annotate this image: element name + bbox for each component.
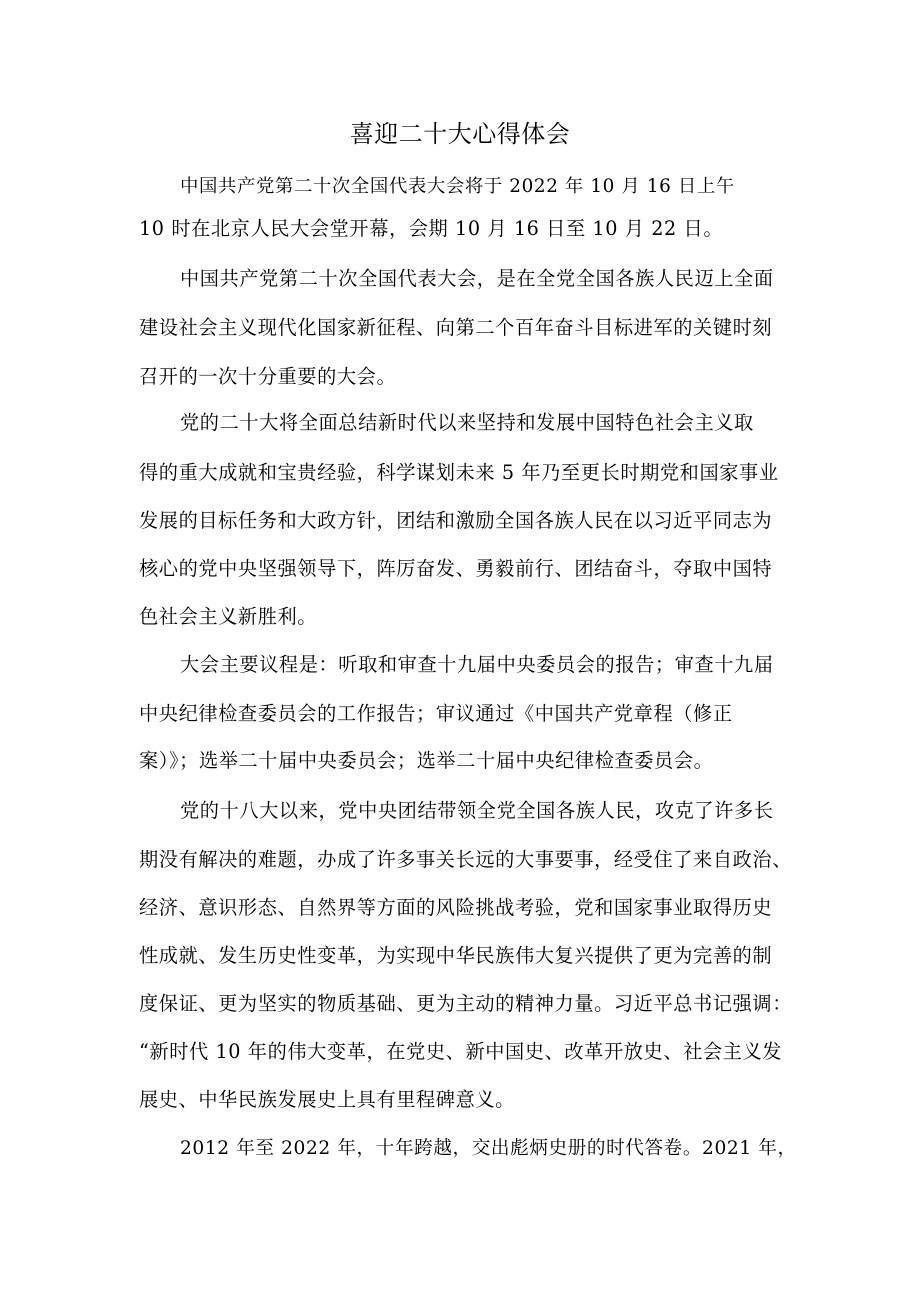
text-line: 建设社会主义现代化国家新征程、向第二个百年奋斗目标进军的关键时刻 <box>139 316 773 339</box>
text-line: 经济、意识形态、自然界等方面的风险挑战考验，党和国家事业取得历史 <box>139 896 773 919</box>
text-line: 中国共产党第二十次全国代表大会，是在全党全国各族人民迈上全面 <box>180 267 774 290</box>
text-line: 中央纪律检查委员会的工作报告；审议通过《中国共产党章程（修正 <box>139 702 733 725</box>
text-line: 核心的党中央坚强领导下，阵厉奋发、勇毅前行、团结奋斗，夺取中国特 <box>139 557 773 580</box>
text-line: 展史、中华民族发展史上具有里程碑意义。 <box>139 1088 515 1111</box>
document-title: 喜迎二十大心得体会 <box>349 120 571 148</box>
text-line: 2012 年至 2022 年，十年跨越，交出彪炳史册的时代答卷。2021 年， <box>180 1138 797 1159</box>
text-line: 党的十八大以来，党中央团结带领全党全国各族人民，攻克了许多长 <box>180 799 774 822</box>
text-line: 发展的目标任务和大政方针，团结和激励全国各族人民在以习近平同志为 <box>139 509 773 532</box>
text-line: 召开的一次十分重要的大会。 <box>139 365 397 388</box>
text-line: 10 时在北京人民大会堂开幕，会期 10 月 16 日至 10 月 22 日。 <box>139 217 724 240</box>
text-line: 性成就、发生历史性变革，为实现中华民族伟大复兴提供了更为完善的制 <box>139 944 773 967</box>
text-line: 得的重大成就和宝贵经验，科学谋划未来 5 年乃至更长时期党和国家事业 <box>139 461 779 484</box>
text-line: 期没有解决的难题，办成了许多事关长远的大事要事，经受住了来自政治、 <box>139 848 792 871</box>
text-line: 大会主要议程是：听取和审查十九届中央委员会的报告；审查十九届 <box>180 653 774 676</box>
text-line: “新时代 10 年的伟大变革，在党史、新中国史、改革开放史、社会主义发 <box>139 1040 783 1063</box>
text-line: 度保证、更为坚实的物质基础、更为主动的精神力量。习近平总书记强调： <box>139 992 792 1015</box>
text-line: 色社会主义新胜利。 <box>139 605 318 628</box>
text-line: 中国共产党第二十次全国代表大会将于 2022 年 10 月 16 日上午 <box>180 176 735 197</box>
text-line: 党的二十大将全面总结新时代以来坚持和发展中国特色社会主义取 <box>180 411 754 434</box>
text-line: 案）》；选举二十届中央委员会；选举二十届中央纪律检查委员会。 <box>139 749 714 772</box>
